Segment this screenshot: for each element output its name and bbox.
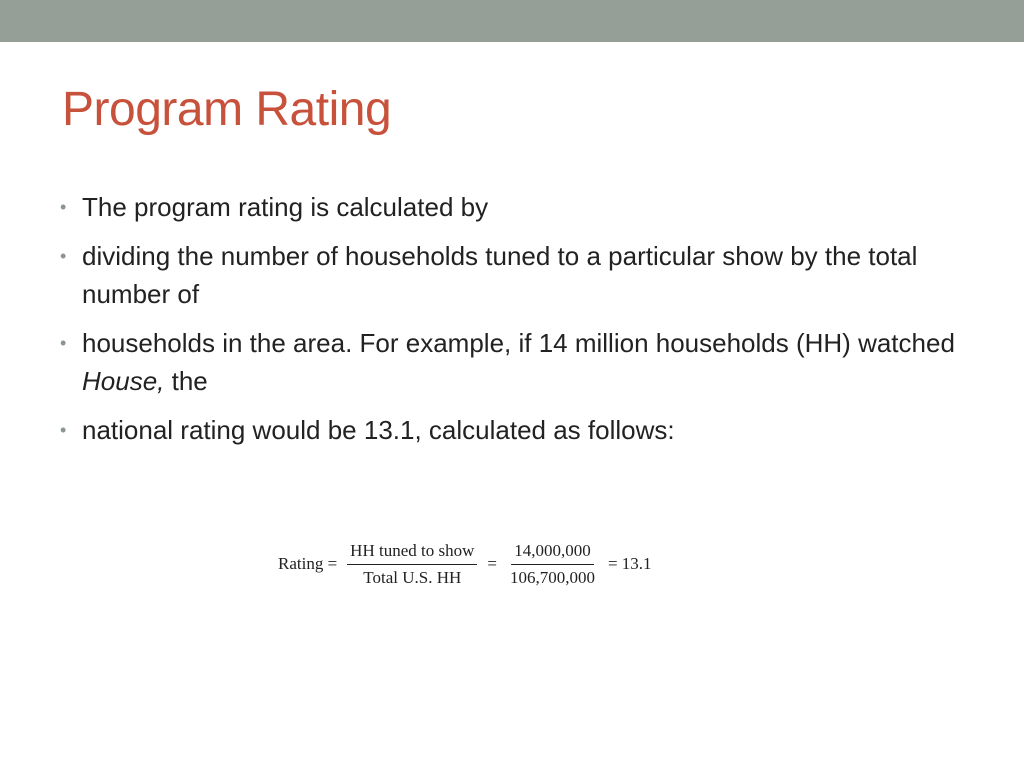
bullet-text — [82, 328, 955, 396]
bullet-dot: • — [60, 246, 67, 266]
formula-fraction-values — [507, 541, 598, 588]
rating-formula — [276, 536, 654, 592]
bullet-text-italic-show-name: House, — [82, 366, 165, 396]
bullet-text: national rating would be 13.1, calculated as follows: — [82, 415, 675, 445]
bullet-item — [58, 188, 958, 226]
bullet-text: The program rating is calculated by — [82, 192, 489, 222]
fraction-denominator: 106,700,000 — [509, 567, 595, 587]
formula-equals: = — [487, 554, 497, 573]
formula-fraction-definition — [347, 541, 477, 588]
fraction-denominator: Total U.S. HH — [363, 567, 462, 587]
bullet-text-before: households in the area. For example, if 14 million households (HH) watched — [82, 328, 955, 358]
slide-title: Program Rating — [62, 83, 392, 136]
bullet-text: dividing the number of households tuned to a particular show by the total number of — [82, 241, 918, 309]
fraction-numerator: HH tuned to show — [347, 541, 477, 565]
fraction-numerator: 14,000,000 — [511, 541, 594, 565]
bullet-text-after: the — [164, 366, 208, 396]
bullet-list — [58, 188, 958, 460]
bullet-item — [58, 324, 958, 400]
formula-lhs: Rating = — [278, 554, 338, 573]
bullet-dot: • — [60, 197, 67, 217]
top-accent-bar — [0, 0, 1024, 42]
bullet-item — [58, 411, 958, 449]
bullet-dot: • — [60, 333, 67, 353]
bullet-item — [58, 237, 958, 313]
bullet-dot: • — [60, 420, 67, 440]
formula-result: = 13.1 — [607, 554, 652, 573]
